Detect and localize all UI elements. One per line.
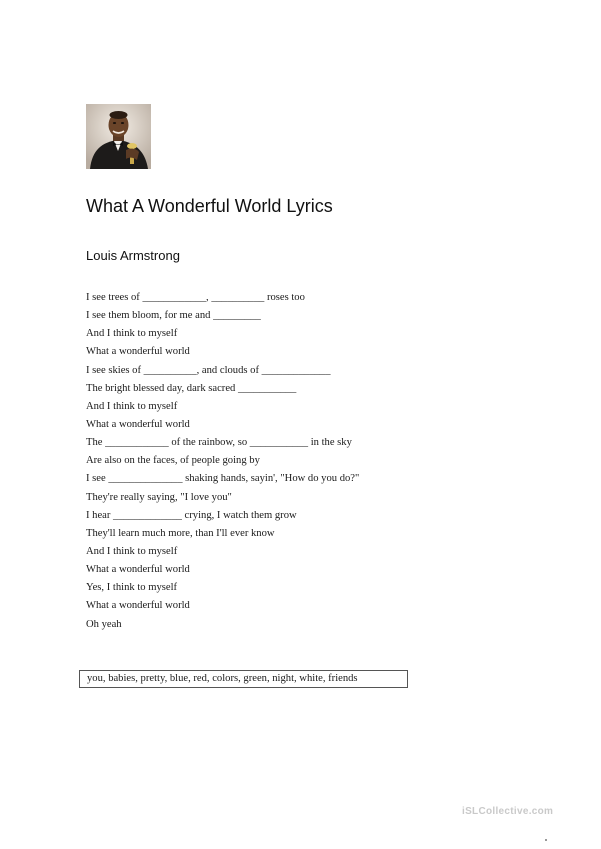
lyrics-list	[86, 289, 506, 634]
lyric-line: What a wonderful world	[86, 418, 190, 430]
lyric-line: The ____________ of the rainbow, so ___________ in the sky	[86, 437, 352, 449]
lyric-line: And I think to myself	[86, 328, 178, 340]
singer-photo	[86, 104, 151, 169]
lyric-line: I see ______________ shaking hands, sayin', "How do you do?"	[86, 473, 360, 485]
lyric-line: What a wonderful world	[86, 564, 190, 576]
lyric-line: Are also on the faces, of people going by	[86, 455, 260, 467]
lyric-line: Oh yeah	[86, 618, 122, 630]
lyric-line: The bright blessed day, dark sacred ___________	[86, 382, 297, 394]
lyric-line: I see trees of ____________, __________ roses too	[86, 292, 305, 303]
lyric-line: What a wonderful world	[86, 600, 190, 612]
page-title: What A Wonderful World Lyrics	[86, 196, 333, 216]
page-dot	[545, 839, 547, 841]
footer-watermark: iSLCollective.com	[462, 806, 554, 817]
singer-photo-icon	[86, 104, 151, 169]
lyric-line: They'll learn much more, than I'll ever know	[86, 527, 275, 539]
lyric-line: I hear _____________ crying, I watch them grow	[86, 509, 297, 521]
word-bank-box: you, babies, pretty, blue, red, colors, green, night, white, friends	[79, 670, 408, 688]
lyric-line: And I think to myself	[86, 545, 178, 557]
lyric-line: They're really saying, "I love you"	[86, 491, 232, 503]
lyric-line: And I think to myself	[86, 400, 178, 412]
lyric-line: I see skies of __________, and clouds of _____________	[86, 364, 331, 376]
lyric-line: Yes, I think to myself	[86, 582, 178, 594]
lyric-line: I see them bloom, for me and _________	[86, 310, 261, 322]
artist-name: Louis Armstrong	[86, 248, 180, 263]
lyric-line: What a wonderful world	[86, 346, 190, 358]
